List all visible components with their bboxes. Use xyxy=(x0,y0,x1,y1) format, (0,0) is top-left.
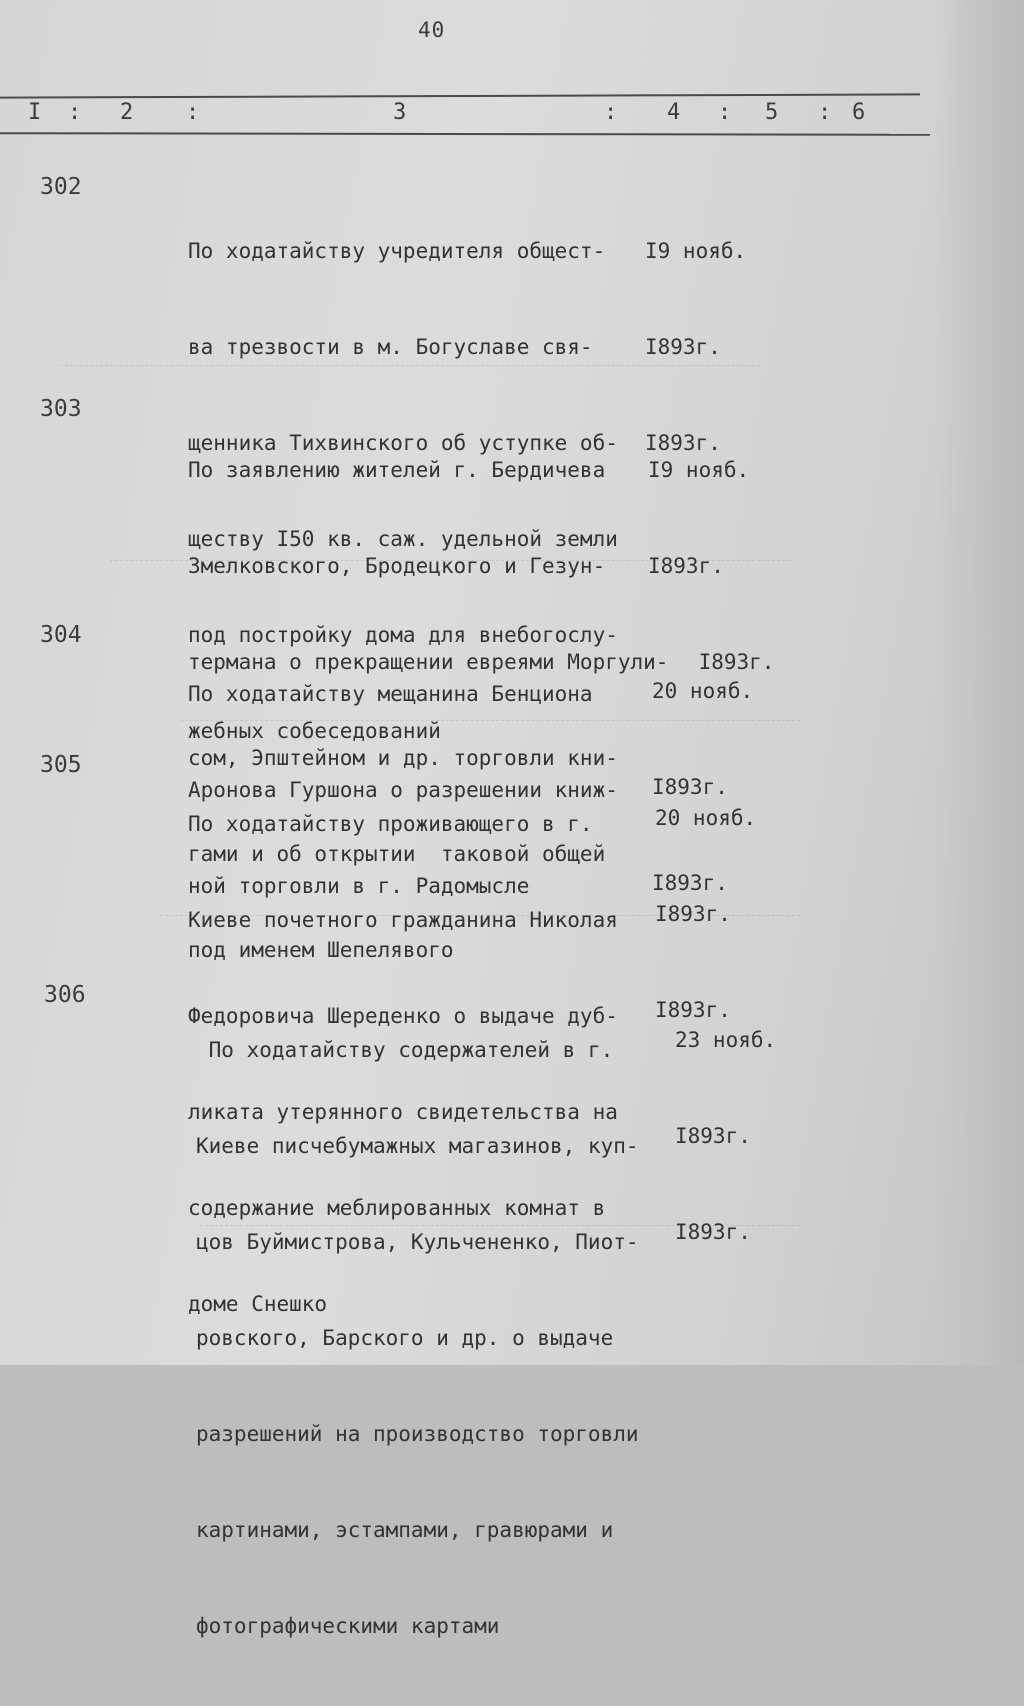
text-line: ной торговли в г. Радомысле xyxy=(188,874,530,898)
header-rule-bottom xyxy=(0,132,930,136)
column-header-5: 5 xyxy=(765,100,779,125)
text-line: По ходатайству содержателей в г. xyxy=(196,1038,614,1062)
text-line: разрешений на производство торговли xyxy=(196,1422,639,1446)
date-line: 20 нояб. xyxy=(652,679,754,703)
text-line: картинами, эстампами, гравюрами и xyxy=(196,1518,614,1542)
text-line: сом, Эпштейном и др. торговли кни- xyxy=(188,746,618,770)
column-header-3: 3 xyxy=(393,100,407,125)
text-line: ликата утерянного свидетельства на xyxy=(188,1100,618,1124)
text-line: ровского, Барского и др. о выдаче xyxy=(196,1326,614,1350)
text-line: щенника Тихвинского об уступке об- xyxy=(188,431,618,455)
text-line: Киеве почетного гражданина Николая xyxy=(188,908,618,932)
column-header-2: 2 xyxy=(120,100,134,125)
date-line: 23 нояб. xyxy=(675,1028,777,1052)
text-line: цов Буймистрова, Кульчененко, Пиот- xyxy=(196,1230,639,1254)
column-separator: : xyxy=(68,100,82,125)
date-line: I893г. xyxy=(648,554,724,578)
page-number: 40 xyxy=(418,18,446,42)
entry-number: 304 xyxy=(40,622,82,648)
text-line: ществу I50 кв. саж. удельной земли xyxy=(188,527,618,551)
date-line: I893г. xyxy=(655,998,731,1022)
column-separator: : xyxy=(604,100,618,125)
date-line: I893г. xyxy=(675,1124,751,1148)
text-line: под именем Шепелявого xyxy=(188,938,454,962)
date-line: I893г. xyxy=(675,1220,751,1244)
text-line: гами и об открытии таковой общей xyxy=(188,842,606,866)
text-line: фотографическими картами xyxy=(196,1614,500,1638)
column-header-6: 6 xyxy=(852,100,866,125)
text-line: Аронова Гуршона о разрешении книж- xyxy=(188,778,618,802)
text-line: Змелковского, Бродецкого и Гезун- xyxy=(188,554,606,578)
column-separator: : xyxy=(186,100,200,125)
column-header-4: 4 xyxy=(667,100,681,125)
entry-number: 302 xyxy=(40,174,82,200)
date-line: I893г. xyxy=(648,650,775,674)
text-line: Киеве писчебумажных магазинов, куп- xyxy=(196,1134,639,1158)
date-line: I893г. xyxy=(645,431,721,455)
column-separator: : xyxy=(718,100,732,125)
text-line: По заявлению жителей г. Бердичева xyxy=(188,458,606,482)
text-line: По ходатайству учредителя общест- xyxy=(188,239,606,263)
text-line: По ходатайству мещанина Бенциона xyxy=(188,682,593,706)
date-line: I893г. xyxy=(652,871,728,895)
date-line: 20 нояб. xyxy=(655,806,757,830)
text-line: ва трезвости в м. Богуславе свя- xyxy=(188,335,593,359)
text-line: По ходатайству проживающего в г. xyxy=(188,812,593,836)
entry-number: 305 xyxy=(40,752,82,778)
text-line: содержание меблированных комнат в xyxy=(188,1196,606,1220)
header-rule-top xyxy=(0,93,920,98)
text-line: жебных собеседований xyxy=(188,719,441,743)
date-line: I893г. xyxy=(652,775,728,799)
entry-number: 303 xyxy=(40,396,82,422)
date-line: I893г. xyxy=(645,335,721,359)
date-line: I9 нояб. xyxy=(648,458,750,482)
entry-number: 306 xyxy=(44,982,86,1008)
text-line: термана о прекращении евреями Моргули- xyxy=(188,650,669,674)
entry-description xyxy=(196,970,639,1706)
column-header-1: I xyxy=(28,100,42,125)
entry-dates xyxy=(675,960,776,1312)
date-line: I9 нояб. xyxy=(645,239,747,263)
text-line: доме Снешко xyxy=(188,1292,328,1316)
date-line: I893г. xyxy=(655,902,731,926)
column-separator: : xyxy=(818,100,832,125)
page-edge-shadow xyxy=(934,0,1024,1365)
text-line: под постройку дома для внебогослу- xyxy=(188,623,618,647)
text-line: Федоровича Шереденко о выдаче дуб- xyxy=(188,1004,618,1028)
